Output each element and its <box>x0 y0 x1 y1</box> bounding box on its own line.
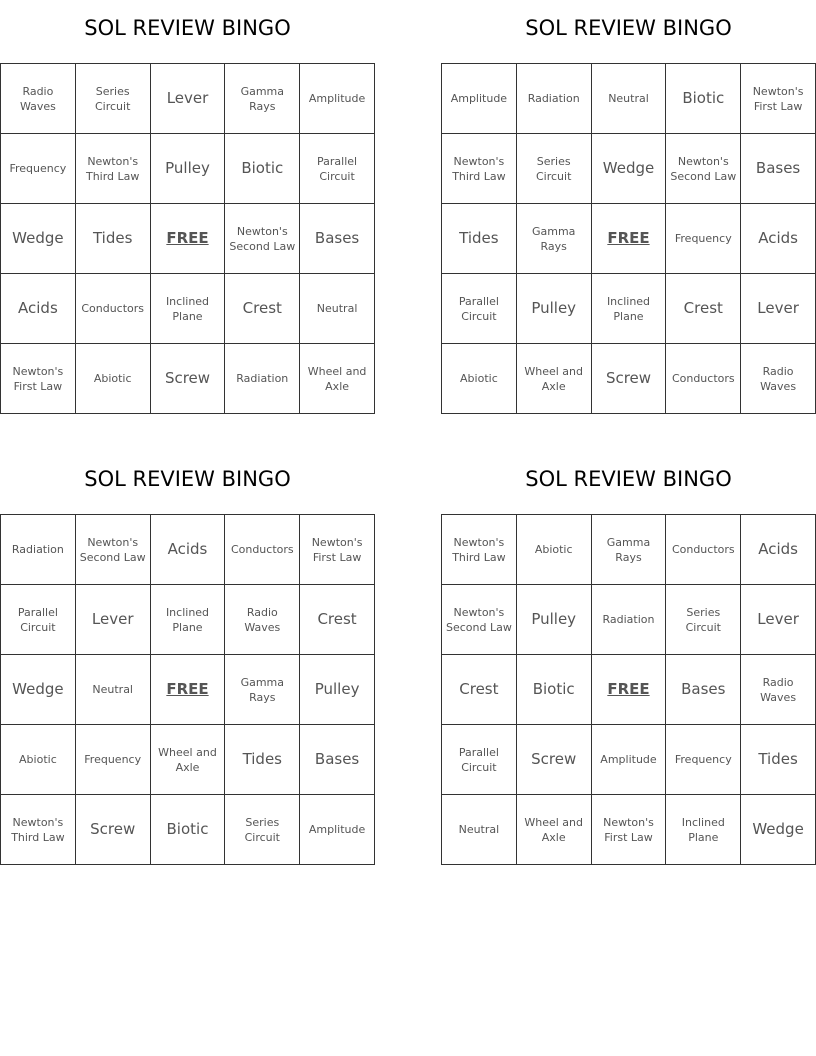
bingo-cell: Wheel and Axle <box>517 795 592 865</box>
bingo-cell: Radiation <box>225 344 300 414</box>
bingo-cell: Series Circuit <box>666 585 741 655</box>
bingo-cell: Radio Waves <box>225 585 300 655</box>
bingo-free-space: FREE <box>151 655 226 725</box>
bingo-cell: Neutral <box>76 655 151 725</box>
bingo-cell: Newton's First Law <box>300 515 375 585</box>
bingo-cell: Tides <box>442 204 517 274</box>
bingo-cell: Biotic <box>517 655 592 725</box>
bingo-row <box>1 795 375 865</box>
bingo-cell: Amplitude <box>300 795 375 865</box>
bingo-cell: Conductors <box>666 344 741 414</box>
bingo-free-space: FREE <box>592 655 667 725</box>
bingo-cell: Crest <box>300 585 375 655</box>
bingo-cell: Amplitude <box>300 64 375 134</box>
bingo-cell: Bases <box>741 134 816 204</box>
bingo-cell: Crest <box>225 274 300 344</box>
bingo-cell: Gamma Rays <box>592 515 667 585</box>
bingo-cell: Gamma Rays <box>225 64 300 134</box>
bingo-cell: Inclined Plane <box>666 795 741 865</box>
bingo-cell: Newton's Third Law <box>1 795 76 865</box>
bingo-cell: Newton's First Law <box>1 344 76 414</box>
bingo-cell: Newton's Third Law <box>76 134 151 204</box>
bingo-row <box>1 134 375 204</box>
card-title: SOL REVIEW BINGO <box>84 16 291 40</box>
bingo-cell: Neutral <box>592 64 667 134</box>
bingo-cell: Frequency <box>666 725 741 795</box>
bingo-cell: Screw <box>151 344 226 414</box>
bingo-grid <box>441 514 816 865</box>
bingo-cell: Wheel and Axle <box>300 344 375 414</box>
bingo-cell: Radiation <box>592 585 667 655</box>
bingo-cell: Pulley <box>151 134 226 204</box>
bingo-cell: Frequency <box>666 204 741 274</box>
bingo-cell: Lever <box>741 274 816 344</box>
bingo-cell: Neutral <box>442 795 517 865</box>
bingo-cell: Newton's Second Law <box>225 204 300 274</box>
bingo-cell: Bases <box>300 725 375 795</box>
bingo-cell: Newton's First Law <box>592 795 667 865</box>
bingo-cell: Parallel Circuit <box>1 585 76 655</box>
bingo-cell: Acids <box>741 515 816 585</box>
bingo-row <box>442 795 816 865</box>
bingo-row <box>442 655 816 725</box>
bingo-cell: Newton's First Law <box>741 64 816 134</box>
bingo-cell: Acids <box>741 204 816 274</box>
bingo-cell: Wheel and Axle <box>517 344 592 414</box>
bingo-row <box>1 515 375 585</box>
card-title: SOL REVIEW BINGO <box>525 16 732 40</box>
bingo-cell: Newton's Third Law <box>442 134 517 204</box>
bingo-cell: Radiation <box>517 64 592 134</box>
bingo-cell: Radio Waves <box>741 655 816 725</box>
bingo-cell: Wedge <box>1 204 76 274</box>
bingo-cell: Wedge <box>741 795 816 865</box>
bingo-cell: Radio Waves <box>1 64 76 134</box>
bingo-row <box>442 344 816 414</box>
bingo-cell: Radiation <box>1 515 76 585</box>
bingo-cell: Acids <box>1 274 76 344</box>
bingo-cell: Biotic <box>151 795 226 865</box>
bingo-free-space: FREE <box>151 204 226 274</box>
bingo-cell: Gamma Rays <box>225 655 300 725</box>
bingo-cell: Series Circuit <box>225 795 300 865</box>
bingo-row <box>1 655 375 725</box>
bingo-cell: Lever <box>151 64 226 134</box>
bingo-cell: Biotic <box>225 134 300 204</box>
bingo-cell: Tides <box>225 725 300 795</box>
bingo-row <box>442 64 816 134</box>
bingo-cell: Parallel Circuit <box>300 134 375 204</box>
bingo-cell: Parallel Circuit <box>442 274 517 344</box>
bingo-cell: Newton's Second Law <box>442 585 517 655</box>
bingo-cell: Conductors <box>666 515 741 585</box>
bingo-cell: Acids <box>151 515 226 585</box>
bingo-cell: Tides <box>741 725 816 795</box>
bingo-cell: Tides <box>76 204 151 274</box>
bingo-cell: Pulley <box>517 585 592 655</box>
bingo-grid <box>0 63 375 414</box>
bingo-cell: Pulley <box>517 274 592 344</box>
bingo-cell: Inclined Plane <box>151 585 226 655</box>
bingo-cell: Newton's Second Law <box>666 134 741 204</box>
bingo-row <box>1 204 375 274</box>
bingo-cell: Conductors <box>225 515 300 585</box>
bingo-cell: Newton's Third Law <box>442 515 517 585</box>
bingo-row <box>442 274 816 344</box>
bingo-cell: Biotic <box>666 64 741 134</box>
bingo-cell: Abiotic <box>76 344 151 414</box>
bingo-row <box>1 274 375 344</box>
card-title: SOL REVIEW BINGO <box>84 467 291 491</box>
bingo-cell: Pulley <box>300 655 375 725</box>
bingo-row <box>442 204 816 274</box>
bingo-cell: Conductors <box>76 274 151 344</box>
bingo-row <box>442 515 816 585</box>
bingo-cell: Radio Waves <box>741 344 816 414</box>
bingo-cell: Wheel and Axle <box>151 725 226 795</box>
bingo-cell: Inclined Plane <box>151 274 226 344</box>
bingo-cell: Bases <box>666 655 741 725</box>
bingo-cell: Newton's Second Law <box>76 515 151 585</box>
bingo-row <box>1 725 375 795</box>
bingo-free-space: FREE <box>592 204 667 274</box>
bingo-cell: Series Circuit <box>517 134 592 204</box>
bingo-cell: Abiotic <box>517 515 592 585</box>
bingo-cell: Inclined Plane <box>592 274 667 344</box>
bingo-cell: Wedge <box>1 655 76 725</box>
bingo-row <box>442 585 816 655</box>
bingo-cell: Screw <box>76 795 151 865</box>
bingo-cell: Amplitude <box>592 725 667 795</box>
bingo-cell: Crest <box>666 274 741 344</box>
bingo-grid <box>441 63 816 414</box>
bingo-row <box>442 134 816 204</box>
bingo-row <box>1 64 375 134</box>
bingo-cell: Bases <box>300 204 375 274</box>
bingo-cell: Screw <box>592 344 667 414</box>
bingo-row <box>442 725 816 795</box>
bingo-cell: Abiotic <box>1 725 76 795</box>
bingo-cell: Frequency <box>1 134 76 204</box>
bingo-cell: Screw <box>517 725 592 795</box>
bingo-cell: Abiotic <box>442 344 517 414</box>
bingo-cell: Lever <box>76 585 151 655</box>
bingo-row <box>1 344 375 414</box>
bingo-cell: Lever <box>741 585 816 655</box>
bingo-cell: Amplitude <box>442 64 517 134</box>
bingo-grid <box>0 514 375 865</box>
bingo-cell: Parallel Circuit <box>442 725 517 795</box>
card-title: SOL REVIEW BINGO <box>525 467 732 491</box>
bingo-cell: Neutral <box>300 274 375 344</box>
bingo-cell: Series Circuit <box>76 64 151 134</box>
bingo-cell: Wedge <box>592 134 667 204</box>
bingo-cell: Crest <box>442 655 517 725</box>
bingo-cell: Frequency <box>76 725 151 795</box>
bingo-cell: Gamma Rays <box>517 204 592 274</box>
bingo-row <box>1 585 375 655</box>
